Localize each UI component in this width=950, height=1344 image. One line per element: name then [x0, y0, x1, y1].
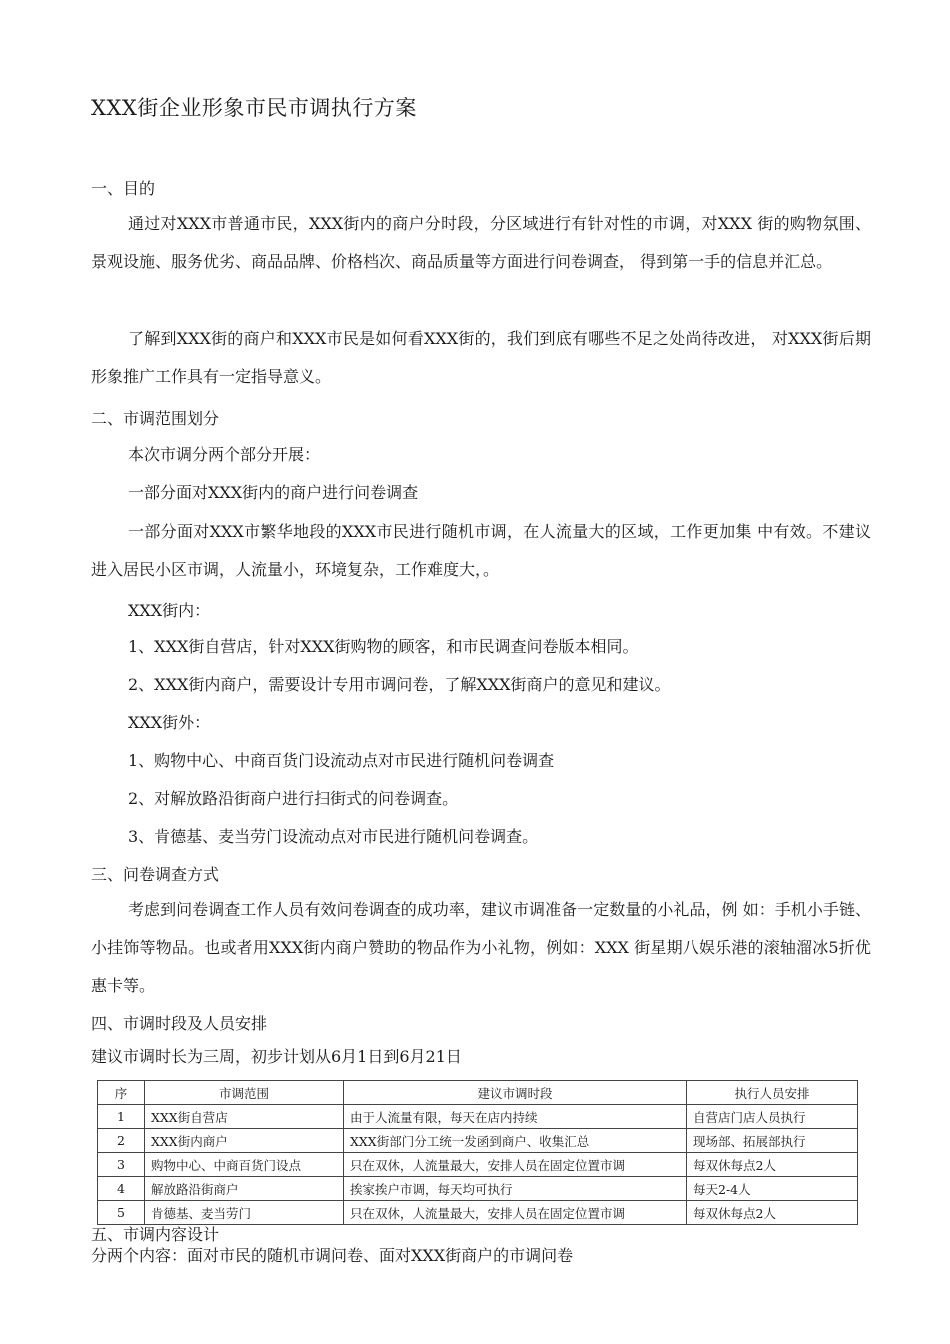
inside-street-label: XXX街内：	[128, 601, 211, 620]
section-4-intro: 建议市调时长为三周，初步计划从6月1日到6月21日	[91, 1047, 462, 1066]
section-3-heading: 三、问卷调查方式	[91, 865, 220, 884]
row-period: 挨家挨户市调，每天均可执行	[344, 1177, 687, 1201]
section-2-line-1: 本次市调分两个部分开展：	[128, 445, 321, 464]
section-2-line-2: 一部分面对XXX街内的商户进行问卷调查	[128, 483, 419, 502]
row-staff: 现场部、拓展部执行	[687, 1129, 858, 1153]
section-2-paragraph: 一部分面对XXX市繁华地段的XXX市民进行随机市调，在人流量大的区域，工作更加集 中有效。不建议进入居民小区市调，人流量小，环境复杂，工作难度大，。	[91, 522, 871, 579]
row-staff: 每天2-4人	[687, 1177, 858, 1201]
table-row	[98, 1129, 858, 1153]
row-index: 5	[98, 1201, 145, 1225]
section-5-heading: 五、市调内容设计	[91, 1225, 220, 1244]
schedule-table	[97, 1080, 858, 1225]
header-staff: 执行人员安排	[687, 1081, 858, 1105]
section-1-paragraph-2: 了解到XXX街的商户和XXX市民是如何看XXX街的，我们到底有哪些不足之处尚待改进， 对XXX街后期形象推广工作具有一定指导意义。	[91, 329, 871, 386]
section-1-paragraph-1: 通过对XXX市普通市民，XXX街内的商户分时段，分区域进行有针对性的市调，对XXX 街的购物氛围、景观设施、服务优劣、商品品牌、价格档次、商品质量等方面进行问卷调查， 得到第一手的信息并汇总。	[91, 214, 871, 271]
inside-item-2: 2、XXX街内商户，需要设计专用市调问卷，了解XXX街商户的意见和建议。	[128, 675, 671, 694]
inside-item-1: 1、XXX街自营店，针对XXX街购物的顾客，和市民调查问卷版本相同。	[128, 637, 639, 656]
header-index: 序	[98, 1081, 145, 1105]
table-header-row	[98, 1081, 858, 1105]
row-index: 1	[98, 1105, 145, 1129]
outside-street-label: XXX街外：	[128, 713, 211, 732]
row-staff: 自营店门店人员执行	[687, 1105, 858, 1129]
row-scope: 解放路沿街商户	[145, 1177, 344, 1201]
row-period: XXX街部门分工统一发函到商户、收集汇总	[344, 1129, 687, 1153]
outside-item-1: 1、购物中心、中商百货门设流动点对市民进行随机问卷调查	[128, 751, 555, 770]
header-period: 建议市调时段	[344, 1081, 687, 1105]
row-scope: XXX街自营店	[145, 1105, 344, 1129]
table-row	[98, 1105, 858, 1129]
row-period: 只在双休，人流量最大，安排人员在固定位置市调	[344, 1153, 687, 1177]
header-scope: 市调范围	[145, 1081, 344, 1105]
row-period: 由于人流量有限，每天在店内持续	[344, 1105, 687, 1129]
outside-item-2: 2、对解放路沿街商户进行扫街式的问卷调查。	[128, 789, 459, 808]
document-title: XXX街企业形象市民市调执行方案	[91, 96, 417, 120]
section-2-heading: 二、市调范围划分	[91, 409, 220, 428]
section-1-heading: 一、目的	[91, 179, 156, 198]
row-index: 4	[98, 1177, 145, 1201]
section-3-paragraph: 考虑到问卷调查工作人员有效问卷调查的成功率，建议市调准备一定数量的小礼品，例 如：手机小手链、小挂饰等物品。也或者用XXX街内商户赞助的物品作为小礼物，例如：XXX 街星期八娱乐港的滚轴溜冰5折优惠卡等。	[91, 900, 871, 995]
row-period: 只在双休，人流量最大，安排人员在固定位置市调	[344, 1201, 687, 1225]
section-5-line: 分两个内容：面对市民的随机市调问卷、面对XXX街商户的市调问卷	[91, 1246, 574, 1265]
row-scope: 购物中心、中商百货门设点	[145, 1153, 344, 1177]
table-row	[98, 1201, 858, 1225]
row-index: 2	[98, 1129, 145, 1153]
row-staff: 每双休每点2人	[687, 1153, 858, 1177]
section-4-heading: 四、市调时段及人员安排	[91, 1014, 268, 1033]
row-scope: 肯德基、麦当劳门	[145, 1201, 344, 1225]
row-scope: XXX街内商户	[145, 1129, 344, 1153]
row-index: 3	[98, 1153, 145, 1177]
table-row	[98, 1177, 858, 1201]
table-row	[98, 1153, 858, 1177]
outside-item-3: 3、肯德基、麦当劳门设流动点对市民进行随机问卷调查。	[128, 827, 539, 846]
row-staff: 每双休每点2人	[687, 1201, 858, 1225]
